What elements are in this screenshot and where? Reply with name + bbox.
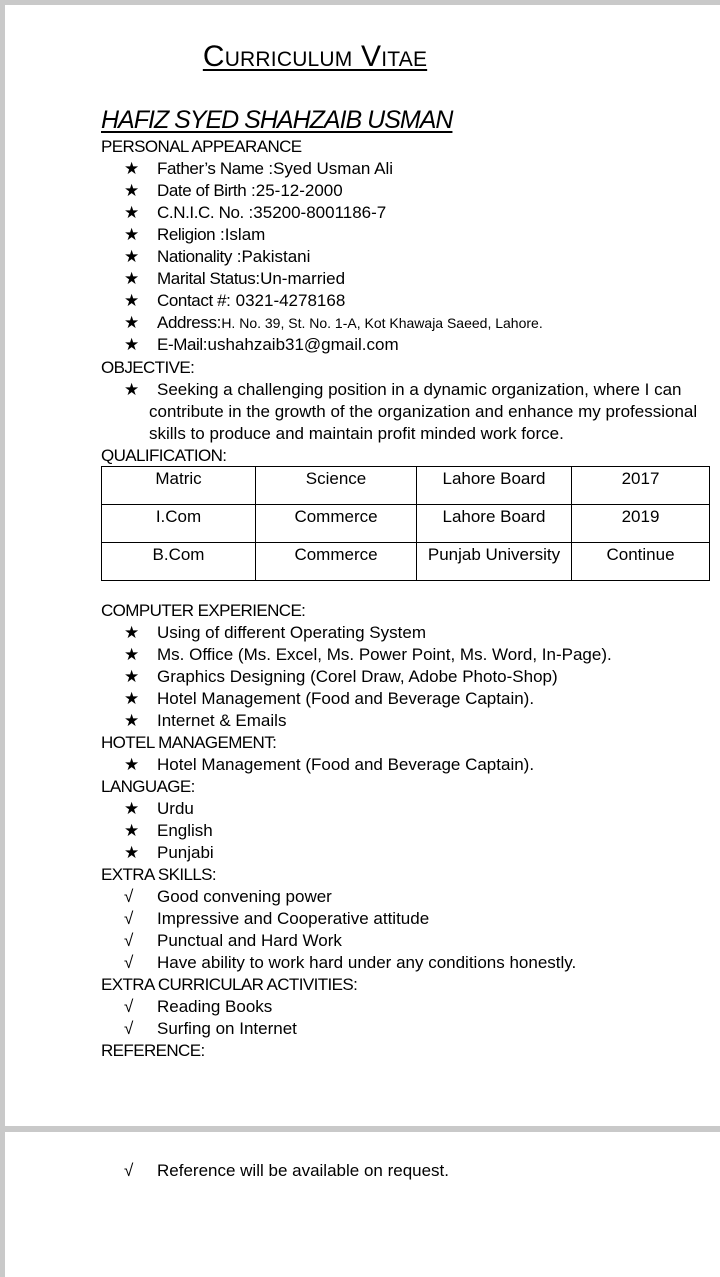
table-row [102, 467, 710, 505]
personal-item-text [157, 312, 543, 334]
personal-value: Un-married [260, 269, 346, 288]
table-cell: Commerce [256, 505, 417, 543]
list-item-text: Punjabi [157, 843, 214, 862]
table-cell: Lahore Board [417, 467, 572, 505]
personal-label: Religion [157, 225, 216, 244]
table-cell: Continue [572, 543, 710, 581]
list-item-text: Have ability to work hard under any conditions honestly. [157, 953, 577, 972]
table-cell: Science [256, 467, 417, 505]
qualification-heading: QUALIFICATION: [101, 446, 227, 465]
check-icon: √ [124, 1161, 134, 1180]
list-item-text: Punctual and Hard Work [157, 931, 342, 950]
personal-item-text [157, 290, 345, 312]
hotel-heading: HOTEL MANAGEMENT: [101, 733, 277, 752]
personal-value: H. No. 39, St. No. 1-A, Kot Khawaja Saeed, Lahore. [221, 315, 543, 331]
list-item-text: Reading Books [157, 997, 273, 1016]
activities-heading: EXTRA CURRICULAR ACTIVITIES: [101, 975, 358, 994]
personal-separator: : [255, 269, 261, 288]
personal-separator: : [246, 181, 256, 200]
personal-value: 35200-8001186-7 [253, 203, 387, 222]
check-icon: √ [124, 953, 134, 972]
list-item-text: Hotel Management (Food and Beverage Captain). [157, 755, 535, 774]
personal-item-text [157, 334, 399, 356]
star-icon: ★ [124, 380, 140, 399]
list-item-text: Good convening power [157, 887, 332, 906]
list-item-text: Ms. Office (Ms. Excel, Ms. Power Point, Ms. Word, In-Page). [157, 645, 612, 664]
star-icon: ★ [124, 821, 140, 840]
star-icon: ★ [124, 159, 140, 178]
star-icon: ★ [124, 335, 140, 354]
star-icon: ★ [124, 203, 140, 222]
personal-value: 0321-4278168 [235, 291, 346, 310]
personal-item-text [157, 268, 345, 290]
table-cell: Matric [102, 467, 256, 505]
list-item-text: Hotel Management (Food and Beverage Captain). [157, 689, 535, 708]
star-icon: ★ [124, 755, 140, 774]
personal-value: Pakistani [241, 247, 311, 266]
star-icon: ★ [124, 247, 140, 266]
check-icon: √ [124, 1019, 134, 1038]
list-item-text: English [157, 821, 213, 840]
table-cell: Lahore Board [417, 505, 572, 543]
table-cell: 2017 [572, 467, 710, 505]
personal-separator: : [243, 203, 254, 222]
document-page-1 [5, 5, 720, 1126]
personal-item-text [157, 246, 310, 268]
personal-label: Date of Birth [157, 181, 247, 200]
personal-label: Marital Status [157, 269, 256, 288]
table-cell: I.Com [102, 505, 256, 543]
document-page-2 [5, 1132, 720, 1277]
table-row [102, 543, 710, 581]
personal-separator: : [231, 247, 242, 266]
personal-value: Syed Usman Ali [273, 159, 394, 178]
personal-label: C.N.I.C. No. [157, 203, 244, 222]
star-icon: ★ [124, 799, 140, 818]
personal-item-text [157, 180, 343, 202]
personal-separator: : [263, 159, 274, 178]
list-item-text: Surfing on Internet [157, 1019, 297, 1038]
personal-label: Address [157, 313, 217, 332]
star-icon: ★ [124, 269, 140, 288]
check-icon: √ [124, 997, 134, 1016]
objective-text: Seeking a challenging position in a dynamic organization, where I can contribute in the growth of the organization and enhance my professional skills to produce and maintain profit minded work force. [149, 380, 698, 443]
skills-heading: EXTRA SKILLS: [101, 865, 217, 884]
star-icon: ★ [124, 689, 140, 708]
personal-separator: : [226, 291, 236, 310]
star-icon: ★ [124, 843, 140, 862]
page-title: Curriculum Vitae [202, 40, 428, 73]
star-icon: ★ [124, 623, 140, 642]
candidate-name: HAFIZ SYED SHAHZAIB USMAN [101, 106, 453, 134]
personal-label: Father’s Name [157, 159, 264, 178]
table-cell: B.Com [102, 543, 256, 581]
star-icon: ★ [124, 181, 140, 200]
computer-heading: COMPUTER EXPERIENCE: [101, 601, 306, 620]
check-icon: √ [124, 909, 134, 928]
table-cell: 2019 [572, 505, 710, 543]
personal-separator: : [216, 313, 222, 332]
personal-value: ushahzaib31@gmail.com [207, 335, 399, 354]
list-item-text: Graphics Designing (Corel Draw, Adobe Photo-Shop) [157, 667, 558, 686]
personal-label: Nationality [157, 247, 232, 266]
table-cell: Commerce [256, 543, 417, 581]
personal-item-text [157, 158, 393, 180]
personal-value: 25-12-2000 [255, 181, 343, 200]
personal-item-text [157, 202, 386, 224]
personal-separator: : [215, 225, 225, 244]
personal-separator: : [202, 335, 208, 354]
list-item-text: Reference will be available on request. [157, 1161, 450, 1180]
personal-label: E-Mail [157, 335, 203, 354]
list-item-text: Urdu [157, 799, 194, 818]
reference-heading: REFERENCE: [101, 1041, 205, 1060]
objective-heading: OBJECTIVE: [101, 358, 195, 377]
check-icon: √ [124, 887, 134, 906]
personal-item-text [157, 224, 265, 246]
star-icon: ★ [124, 313, 140, 332]
star-icon: ★ [124, 645, 140, 664]
language-heading: LANGUAGE: [101, 777, 195, 796]
list-item-text: Internet & Emails [157, 711, 287, 730]
star-icon: ★ [124, 225, 140, 244]
star-icon: ★ [124, 711, 140, 730]
list-item-text: Impressive and Cooperative attitude [157, 909, 430, 928]
star-icon: ★ [124, 291, 140, 310]
table-cell: Punjab University [417, 543, 572, 581]
check-icon: √ [124, 931, 134, 950]
personal-label: Contact # [157, 291, 227, 310]
personal-value: Islam [224, 225, 266, 244]
personal-heading: PERSONAL APPEARANCE [101, 137, 302, 156]
table-row [102, 505, 710, 543]
star-icon: ★ [124, 667, 140, 686]
qualification-table [101, 466, 710, 581]
list-item-text: Using of different Operating System [157, 623, 426, 642]
